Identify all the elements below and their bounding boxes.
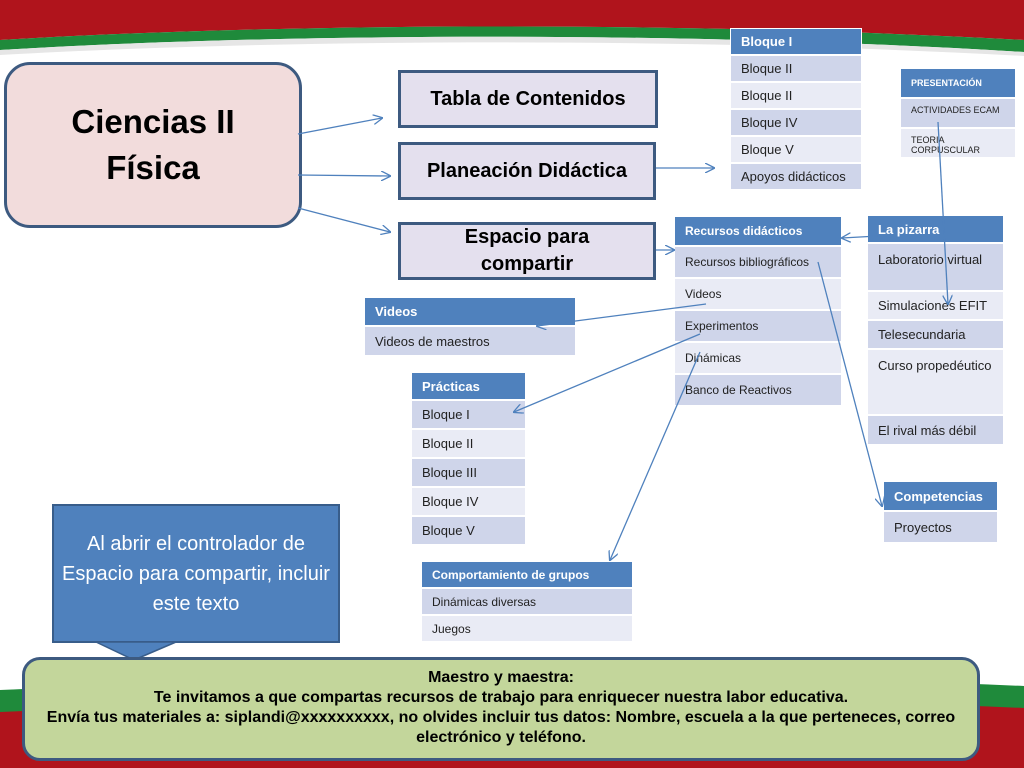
- recursos-table: [674, 216, 842, 406]
- competencias-header[interactable]: Competencias: [883, 481, 998, 511]
- practicas-item-3[interactable]: Bloque III: [411, 458, 526, 487]
- title-line-1: Ciencias II: [71, 103, 235, 140]
- presentacion-item-2[interactable]: TEORIA CORPUSCULAR: [900, 128, 1016, 158]
- recursos-item-5[interactable]: Banco de Reactivos: [674, 374, 842, 406]
- footer-line-3: Envía tus materiales a: siplandi@xxxxxxxxxx, no olvides incluir tus datos: Nombre, escuela a la que perteneces, correo electrónico y teléfono.: [46, 709, 956, 746]
- espacio-compartir-label: Espacio para compartir: [464, 226, 590, 275]
- tabla-contenidos-label: Tabla de Contenidos: [430, 87, 626, 110]
- presentacion-header[interactable]: PRESENTACIÓN: [900, 68, 1016, 98]
- practicas-item-4[interactable]: Bloque IV: [411, 487, 526, 516]
- pizarra-item-4[interactable]: Curso propedéutico: [867, 349, 1004, 415]
- footer-line-2: Te invitamos a que compartas recursos de trabajo para enriquecer nuestra labor educativa.: [153, 689, 849, 706]
- competencias-table: [883, 481, 998, 543]
- comportamiento-item-2[interactable]: Juegos: [421, 615, 633, 642]
- bloques-item-2[interactable]: Bloque II: [730, 82, 862, 109]
- bloques-item-1[interactable]: Bloque II: [730, 55, 862, 82]
- planeacion-didactica-button[interactable]: [398, 142, 656, 200]
- bloques-item-4[interactable]: Bloque V: [730, 136, 862, 163]
- bloques-table: [730, 28, 862, 190]
- pizarra-table: [867, 215, 1004, 445]
- practicas-item-1[interactable]: Bloque I: [411, 400, 526, 429]
- videos-header[interactable]: Videos: [364, 297, 576, 326]
- bloques-item-3[interactable]: Bloque IV: [730, 109, 862, 136]
- pizarra-header[interactable]: La pizarra: [867, 215, 1004, 243]
- competencias-item-1[interactable]: Proyectos: [883, 511, 998, 543]
- planeacion-didactica-label: Planeación Didáctica: [426, 159, 628, 182]
- pizarra-item-3[interactable]: Telesecundaria: [867, 320, 1004, 349]
- comportamiento-header[interactable]: Comportamiento de grupos: [421, 561, 633, 588]
- callout-text: Al abrir el controlador de Espacio para compartir, incluir este texto: [62, 532, 330, 615]
- footer-message-box: [22, 657, 980, 761]
- tabla-contenidos-button[interactable]: [398, 70, 658, 128]
- practicas-item-2[interactable]: Bloque II: [411, 429, 526, 458]
- presentacion-table: [900, 68, 1016, 158]
- practicas-item-5[interactable]: Bloque V: [411, 516, 526, 545]
- practicas-header[interactable]: Prácticas: [411, 372, 526, 400]
- recursos-item-4[interactable]: Dinámicas: [674, 342, 842, 374]
- videos-item-1[interactable]: Videos de maestros: [364, 326, 576, 356]
- recursos-header[interactable]: Recursos didácticos: [674, 216, 842, 246]
- bloques-header[interactable]: Bloque I: [730, 28, 862, 55]
- practicas-table: [411, 372, 526, 545]
- presentacion-item-1[interactable]: ACTIVIDADES ECAM: [900, 98, 1016, 128]
- footer-line-1: Maestro y maestra:: [428, 669, 574, 686]
- pizarra-item-2[interactable]: Simulaciones EFIT: [867, 291, 1004, 320]
- title-box: [4, 62, 302, 228]
- espacio-compartir-button[interactable]: [398, 222, 656, 280]
- pizarra-item-5[interactable]: El rival más débil: [867, 415, 1004, 445]
- recursos-item-1[interactable]: Recursos bibliográficos: [674, 246, 842, 278]
- videos-table: [364, 297, 576, 356]
- comportamiento-table: [421, 561, 633, 642]
- bloques-item-5[interactable]: Apoyos didácticos: [730, 163, 862, 190]
- comportamiento-item-1[interactable]: Dinámicas diversas: [421, 588, 633, 615]
- recursos-item-2[interactable]: Videos: [674, 278, 842, 310]
- callout-box: [52, 504, 340, 643]
- recursos-item-3[interactable]: Experimentos: [674, 310, 842, 342]
- title-line-2: Física: [106, 149, 200, 186]
- pizarra-item-1[interactable]: Laboratorio virtual: [867, 243, 1004, 291]
